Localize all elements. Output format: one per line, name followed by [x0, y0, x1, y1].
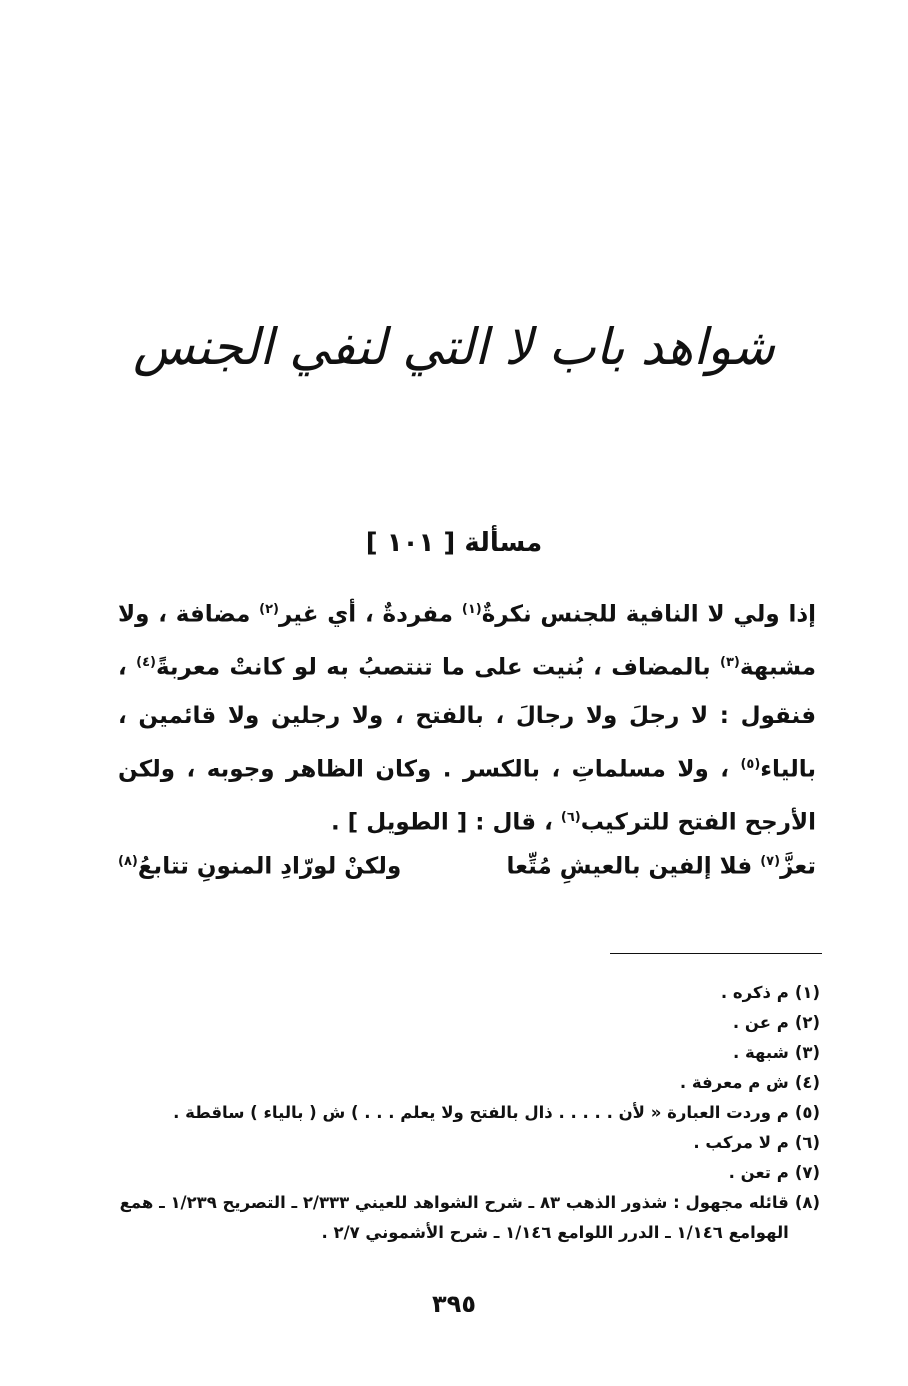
footnote-text: ش م معرفة . — [679, 1073, 789, 1092]
footnote-text: شبهة . — [732, 1043, 789, 1062]
footnote-text: قائله مجهول : شذور الذهب ٨٣ ـ شرح الشواهد للعيني ٢/٣٣٣ ـ التصريح ١/٢٣٩ ـ همع الهوامع ١/١٤٦ ـ الدرر اللوامع ١/١٤٦ ـ شرح الأشموني ٢/٧ . — [119, 1193, 789, 1242]
footnote-number: (٧) — [794, 1163, 820, 1182]
chapter-title: شواهد باب لا التي لنفي الجنس — [133, 318, 775, 376]
footnote-text: م عن . — [732, 1013, 789, 1032]
body-text-segment: بالمضاف ، بُنيت على ما تنتصبُ به لو كانتْ معربةً — [155, 654, 720, 681]
footnote-number: (٦) — [794, 1133, 820, 1152]
verse-text: فلا إلفين بالعيشِ مُتِّعا — [506, 853, 761, 880]
body-text-segment: ، قال : [ الطويل ] . — [330, 809, 561, 836]
poetry-verse — [118, 842, 816, 887]
footnote — [110, 1008, 820, 1038]
footnote-ref: (٧) — [760, 854, 781, 869]
body-text-segment: إذا ولي لا النافية للجنس نكرةٌ — [481, 601, 817, 628]
footnote-text: م وردت العبارة « لأن . . . . . ذال بالفتح ولا يعلم . . . ) ش ( بالياء ) ساقطة . — [173, 1103, 789, 1122]
body-text-segment: مضافة ، ولا مشبهة — [118, 601, 817, 681]
footnote-divider — [610, 953, 822, 954]
footnote-ref: (٥) — [740, 756, 761, 772]
footnote-ref: (٢) — [259, 602, 279, 617]
footnote-number: (٢) — [794, 1013, 820, 1032]
footnote-text: م ذكره . — [720, 983, 789, 1002]
footnote-text: م تعن . — [728, 1163, 789, 1182]
footnote-ref: (١) — [461, 602, 482, 617]
body-text-segment: ، فنقول : لا رجلَ ولا رجالَ ، بالفتح ، ولا رجلين ولا قائمين ، بالياء — [118, 654, 816, 783]
footnote — [110, 1098, 820, 1128]
footnote-number: (١) — [794, 983, 820, 1002]
verse-first-hemistich — [506, 842, 816, 887]
footnote-ref: (٤) — [136, 655, 156, 671]
footnote — [110, 1158, 820, 1188]
footnote-ref: (٣) — [720, 655, 740, 671]
footnote-ref: (٨) — [118, 854, 138, 869]
footnote — [110, 1188, 820, 1248]
issue-number: [ ١٠١ ] — [365, 528, 456, 558]
footnote-number: (٤) — [794, 1073, 820, 1092]
footnote-text: م لا مركب . — [693, 1133, 789, 1152]
verse-text: ولكنْ لورّادِ المنونِ تتابعُ — [137, 853, 402, 880]
footnote — [110, 1068, 820, 1098]
verse-text: تعزَّ — [780, 853, 816, 880]
body-text-segment: مفردةٌ ، أي غير — [279, 601, 462, 628]
footnotes — [110, 978, 820, 1248]
footnote — [110, 978, 820, 1008]
footnote — [110, 1038, 820, 1068]
footnote-ref: (٦) — [560, 809, 581, 825]
footnote-number: (٥) — [794, 1103, 820, 1122]
body-text-segment: ، ولا مسلماتِ ، بالكسر . وكان الظاهر وجوبه ، ولكن الأرجح الفتح للتركيب — [118, 756, 816, 836]
verse-second-hemistich — [118, 842, 401, 887]
issue-heading — [0, 528, 908, 558]
issue-label: مسألة — [464, 528, 543, 558]
page-number: ٣٩٥ — [432, 1290, 476, 1318]
footnote-number: (٨) — [794, 1193, 820, 1212]
footnote — [110, 1128, 820, 1158]
body-paragraph — [118, 586, 816, 847]
footnote-number: (٣) — [794, 1043, 820, 1062]
